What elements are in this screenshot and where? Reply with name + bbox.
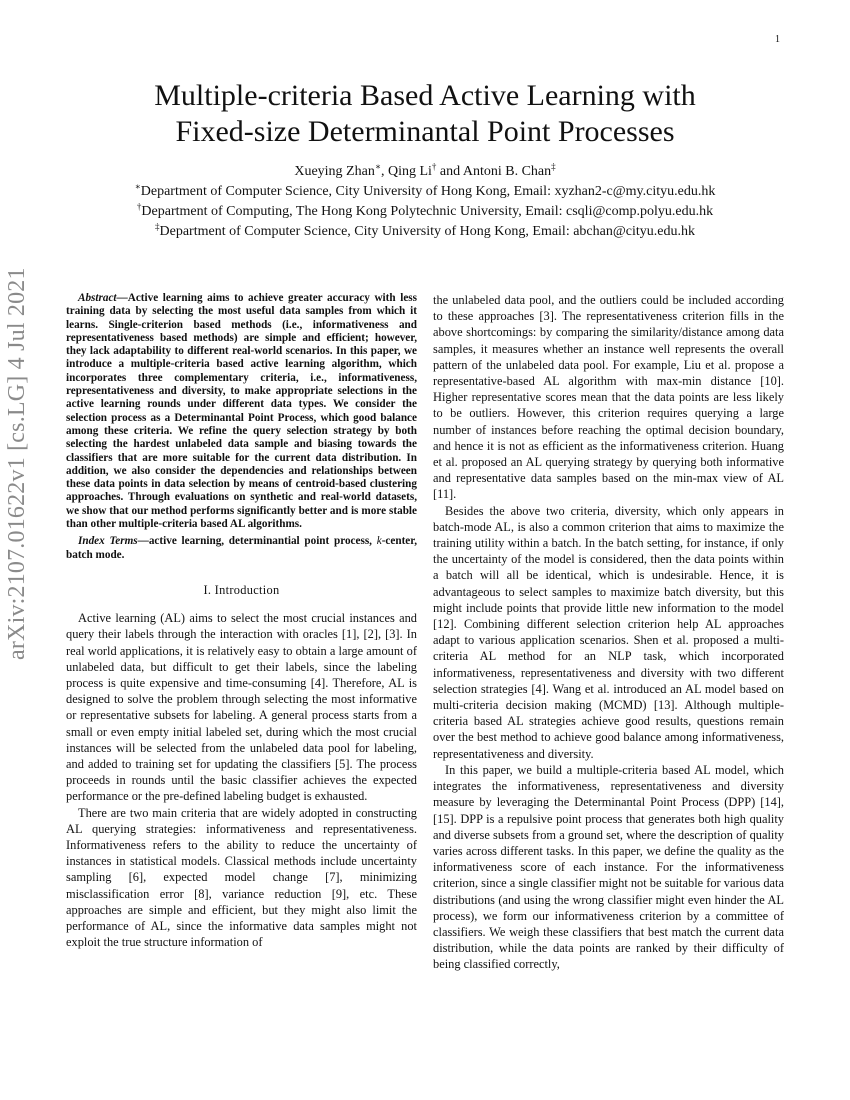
index-terms-text-before: —active learning, determinantial point process, xyxy=(137,535,377,548)
index-terms-text-after: -center, batch mode. xyxy=(66,535,417,561)
affiliation-2-mark: † xyxy=(136,201,142,212)
affiliation-3-mark: ‡ xyxy=(155,221,160,232)
intro-paragraph-3: Besides the above two criteria, diversity, which only appears in batch-mode AL, is also a common criterion that aims to maximize the training utility within a batch. In the batch setting, for instance, if only the uncertainty of the model is considered, then the data points within a batch will all be identical, which is undesirable. Hence, it is advantageous to select samples to maximize batch diversity, but this might include points that provide little new information to the model [12]. Combining different selection criterion help AL approaches adapt to various application scenarios. Shen et al. proposed a multi-criteria AL method for an NLP task, which incorporated informativeness, representativeness and diversity with two different selection strategies [4]. Wang et al. introduced an AL model based on multi-criteria decision making (MCMD) [13]. Although multiple-criteria based AL strategies achieve good results, questions remain over the best method to achieve good balance among informativeness, representativeness and diversity. xyxy=(433,503,784,761)
section-heading-introduction: I. Introduction xyxy=(203,582,280,597)
affiliation-2 xyxy=(60,202,790,222)
intro-paragraph-2-continued: the unlabeled data pool, and the outliers could be included according to these approaches [3]. The representativeness criterion fills in the above shortcomings: by comparing the similarity/distance among data samples, it measures whether an instance well represents the overall pattern of the unlabeled data pool. For example, Liu et al. propose a representative-based AL algorithm with max-min distance [10]. Higher representative scores mean that the data points are less likely to be outliers. However, this criterion requires querying a large number of instances before reaching the optimal decision boundary, and hence it is not as efficient as the informativeness criterion. Huang et al. proposed an AL querying strategy by querying both informative and representative data samples based on the min-max view of AL [11]. xyxy=(433,293,784,502)
affiliation-3 xyxy=(60,222,790,242)
abstract-text: —Active learning aims to achieve greater accuracy with less training data by selecting the most useful data samples from which it learns. Single-criterion based methods (i.e., informativeness and representativeness based methods) are simple and efficient; however, they lack adaptability to different real-world scenarios. In this paper, we introduce a multiple-criteria based active learning algorithm, which incorporates three complementary criteria, i.e., informativeness, representativeness and diversity, to make appropriate selections in the active learning rounds under different data types. We consider the selection process as a Determinantal Point Process, which good balance among these criteria. We refine the query selection strategy by both selecting the hardest unlabeled data sample and biasing towards the classifiers that are more suitable for the current data distribution. In addition, we also consider the dependencies and relationships between these data points in data selection by means of centroid-based clustering approaches. Through evaluations on synthetic and real-world datasets, we show that our method performs significantly better and is more stable than other multiple-criteria based AL algorithms. xyxy=(66,292,417,531)
affiliation-1-mark: ∗ xyxy=(134,181,141,192)
index-terms xyxy=(66,535,417,562)
author-1: Xueying Zhan xyxy=(294,164,375,179)
left-column xyxy=(66,292,417,950)
abstract xyxy=(66,292,417,531)
arxiv-identifier-stamp[interactable]: arXiv:2107.01622v1 [cs.LG] 4 Jul 2021 xyxy=(4,267,30,660)
author-list xyxy=(60,163,790,181)
right-column xyxy=(433,292,784,973)
intro-paragraph-1: Active learning (AL) aims to select the most crucial instances and query their labels through the interaction with oracles [1], [2], [3]. In real world applications, it is relatively easy to obtain a large amount of unlabeled data, but difficult to get their labels, since the labeling process is quite expensive and time-consuming [4]. Therefore, AL is designed to solve the problem through selecting the most informative or representative subsets for labeling. A general process starts from a small or even empty initial labeled set, during which the most crucial instances will be selected from the unlabeled data pool for labeling, and added to training set for updating the classifiers [5]. The process proceeds in rounds until the basic classifier achieves the expected performance or the pre-defined labeling budget is exhausted. xyxy=(66,611,417,804)
author-separator-1: , xyxy=(380,164,388,179)
affiliation-list xyxy=(60,182,790,242)
title-line-1: Multiple-criteria Based Active Learning with xyxy=(154,79,696,112)
intro-paragraph-4: In this paper, we build a multiple-criteria based AL model, which integrates the informativeness, representativeness and diversity measure by leveraging the Determinantal Point Process (DPP) [14], [15]. DPP is a repulsive point process that generates both high quality and diverse subsets from a ground set, where the description of quality varies across different tasks. In this paper, we define the quality as the informativeness score of each instance. For the informativeness criterion, since a single classifier might not be suitable for various data distributions (and using the wrong classifier might even hinder the AL process), we form our informativeness criterion by a committee of classifiers. We weigh these classifiers that best match the current data distribution, while the data points are ranked by their difficulty of being classified correctly, xyxy=(433,762,784,972)
affiliation-1 xyxy=(60,182,790,202)
author-2: Qing Li xyxy=(387,164,432,179)
intro-paragraph-2: There are two main criteria that are widely adopted in constructing AL querying strategies: informativeness and representativeness. Informativeness refers to the ability to reduce the uncertainty of instances in statistical models. Classical methods include uncertainty sampling [6], expected model change [7], minimizing misclassification error [8], variance reduction [9], etc. These approaches are simple and efficient, but they might also limit the performance of AL, since the informative data samples might not exploit the true structure information of xyxy=(66,805,417,950)
title-line-2: Fixed-size Determinantal Point Processes xyxy=(175,115,675,148)
affiliation-2-text: Department of Computing, The Hong Kong Polytechnic University, Email: csqli@comp.polyu.edu.hk xyxy=(141,204,714,219)
index-terms-lead: Index Terms xyxy=(78,535,138,548)
abstract-lead: Abstract xyxy=(78,292,117,304)
index-terms-k-variable: k xyxy=(376,535,382,548)
affiliation-1-text: Department of Computer Science, City University of Hong Kong, Email: xyzhan2-c@my.cityu.edu.hk xyxy=(140,184,716,199)
affiliation-3-text: Department of Computer Science, City University of Hong Kong, Email: abchan@cityu.edu.hk xyxy=(159,224,695,239)
page-number: 1 xyxy=(775,34,780,45)
author-3: Antoni B. Chan xyxy=(462,164,552,179)
author-2-mark: † xyxy=(431,161,437,172)
author-3-mark: ‡ xyxy=(551,161,556,172)
paper-title xyxy=(60,78,790,150)
author-separator-2: and xyxy=(436,164,463,179)
author-1-mark: ∗ xyxy=(374,161,381,172)
